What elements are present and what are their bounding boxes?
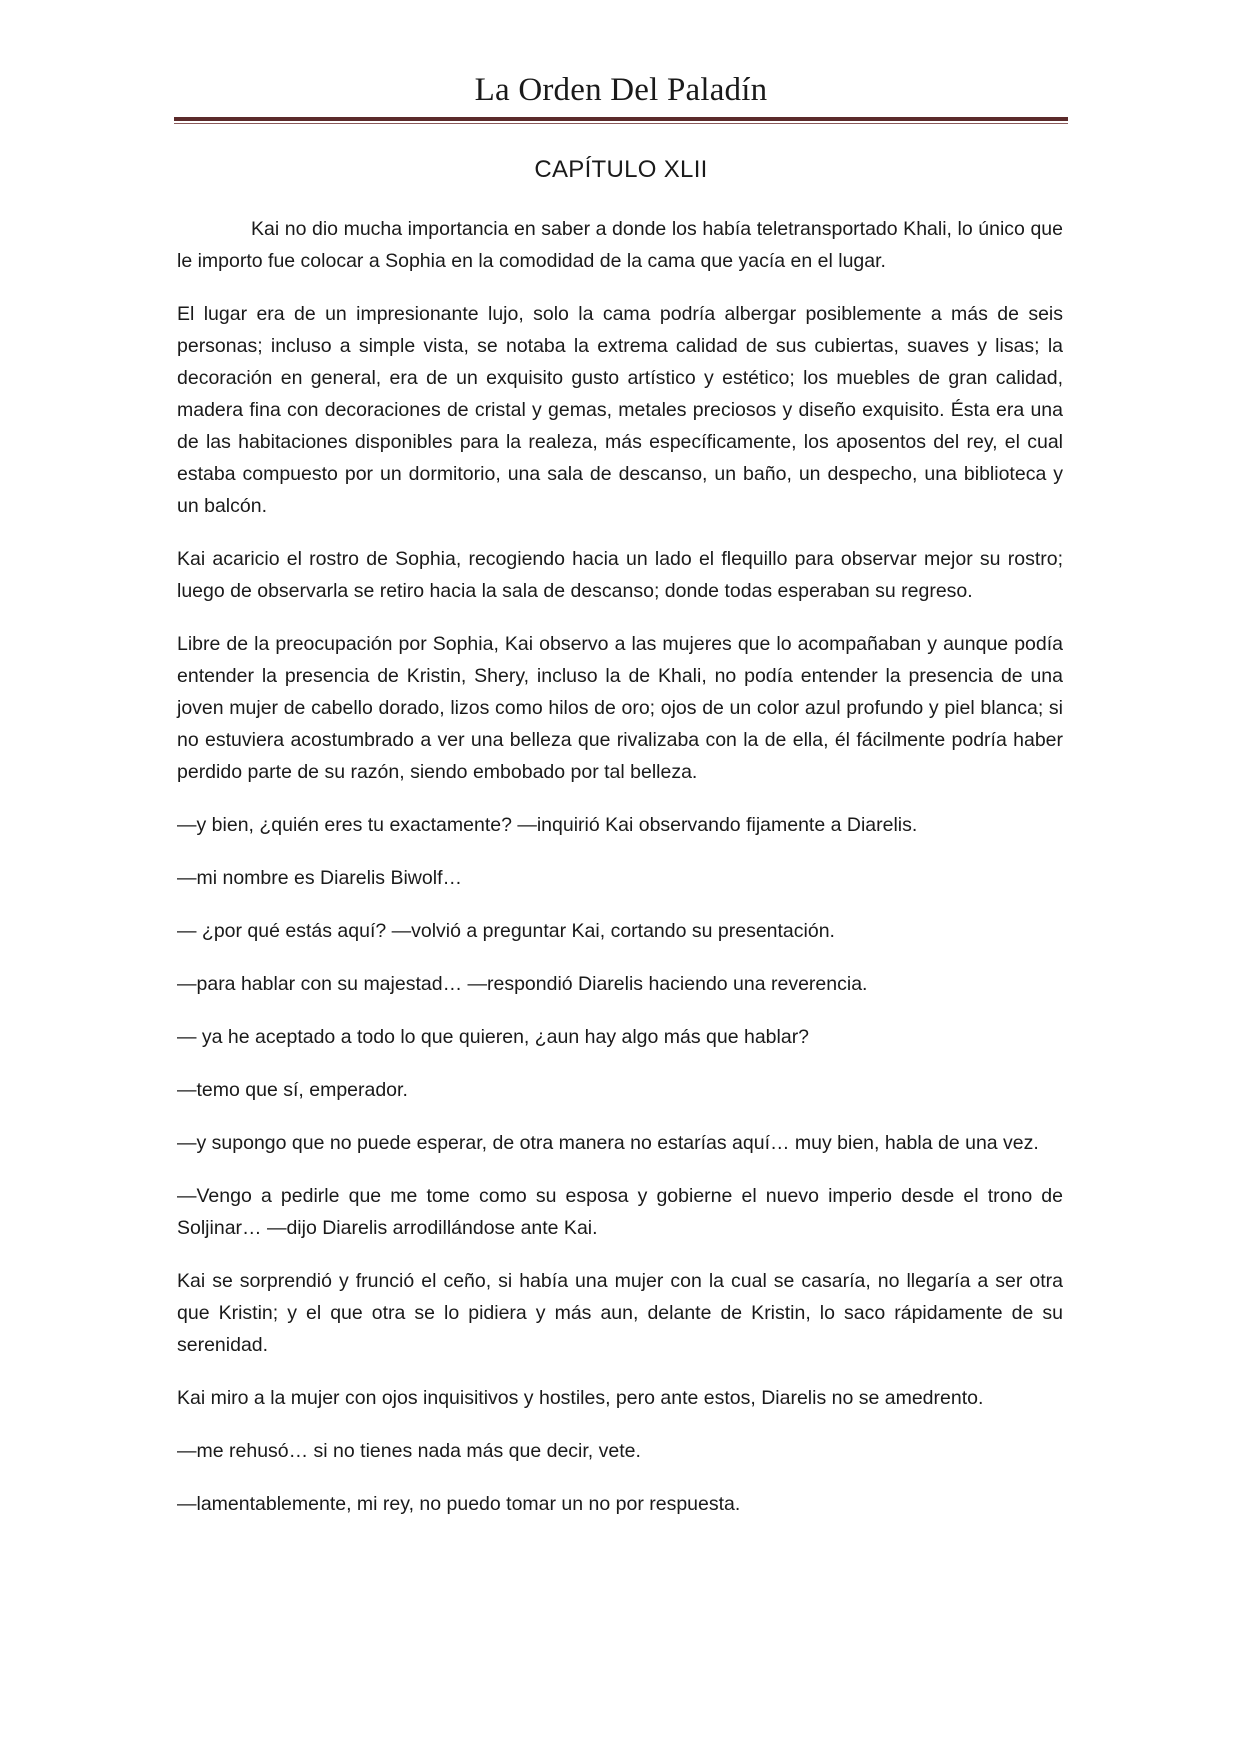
paragraph: Kai acaricio el rostro de Sophia, recogiendo hacia un lado el flequillo para observar mejor su rostro; luego de observarla se retiro hacia la sala de descanso; donde todas esperaban su regreso.: [177, 548, 1063, 602]
running-header: La Orden Del Paladín: [474, 72, 768, 108]
paragraph: Libre de la preocupación por Sophia, Kai observo a las mujeres que lo acompañaban y aunque podía entender la presencia de Kristin, Shery, incluso la de Khali, no podía entender la presencia de una joven mujer de cabello dorado, lizos como hilos de oro; ojos de un color azul profundo y piel blanca; si no estuviera acostumbrado a ver una belleza que rivalizaba con la de ella, él fácilmente podría haber perdido parte de su razón, siendo embobado por tal belleza.: [177, 633, 1063, 783]
dialogue-line: —y bien, ¿quién eres tu exactamente? —inquirió Kai observando fijamente a Diarelis.: [177, 814, 918, 836]
paragraph: Kai miro a la mujer con ojos inquisitivos y hostiles, pero ante estos, Diarelis no se amedrento.: [177, 1387, 984, 1409]
dialogue-line: —para hablar con su majestad… —respondió Diarelis haciendo una reverencia.: [177, 973, 868, 995]
dialogue-line: —me rehusó… si no tienes nada más que decir, vete.: [177, 1440, 641, 1462]
body-text: [177, 213, 1063, 1541]
dialogue-line: — ¿por qué estás aquí? —volvió a preguntar Kai, cortando su presentación.: [177, 920, 835, 942]
paragraph: Kai no dio mucha importancia en saber a donde los había teletransportado Khali, lo único que le importo fue colocar a Sophia en la comodidad de la cama que yacía en el lugar.: [177, 218, 1063, 272]
header-rule: [174, 117, 1068, 121]
header-rule-thin: [174, 123, 1068, 124]
dialogue-line: —mi nombre es Diarelis Biwolf…: [177, 867, 462, 889]
chapter-title: CAPÍTULO XLII: [534, 156, 708, 183]
dialogue-line: —Vengo a pedirle que me tome como su esposa y gobierne el nuevo imperio desde el trono de Soljinar… —dijo Diarelis arrodillándose ante Kai.: [177, 1185, 1063, 1239]
dialogue-line: —y supongo que no puede esperar, de otra manera no estarías aquí… muy bien, habla de una vez.: [177, 1132, 1039, 1154]
dialogue-line: —temo que sí, emperador.: [177, 1079, 408, 1101]
paragraph: Kai se sorprendió y frunció el ceño, si había una mujer con la cual se casaría, no llegaría a ser otra que Kristin; y el que otra se lo pidiera y más aun, delante de Kristin, lo saco rápidamente de su serenidad.: [177, 1270, 1063, 1356]
paragraph: El lugar era de un impresionante lujo, solo la cama podría albergar posiblemente a más de seis personas; incluso a simple vista, se notaba la extrema calidad de sus cubiertas, suaves y lisas; la decoración en general, era de un exquisito gusto artístico y estético; los muebles de gran calidad, madera fina con decoraciones de cristal y gemas, metales preciosos y diseño exquisito. Ésta era una de las habitaciones disponibles para la realeza, más específicamente, los aposentos del rey, el cual estaba compuesto por un dormitorio, una sala de descanso, un baño, un despecho, una biblioteca y un balcón.: [177, 303, 1063, 517]
dialogue-line: —lamentablemente, mi rey, no puedo tomar un no por respuesta.: [177, 1493, 741, 1515]
dialogue-line: — ya he aceptado a todo lo que quieren, ¿aun hay algo más que hablar?: [177, 1026, 810, 1048]
